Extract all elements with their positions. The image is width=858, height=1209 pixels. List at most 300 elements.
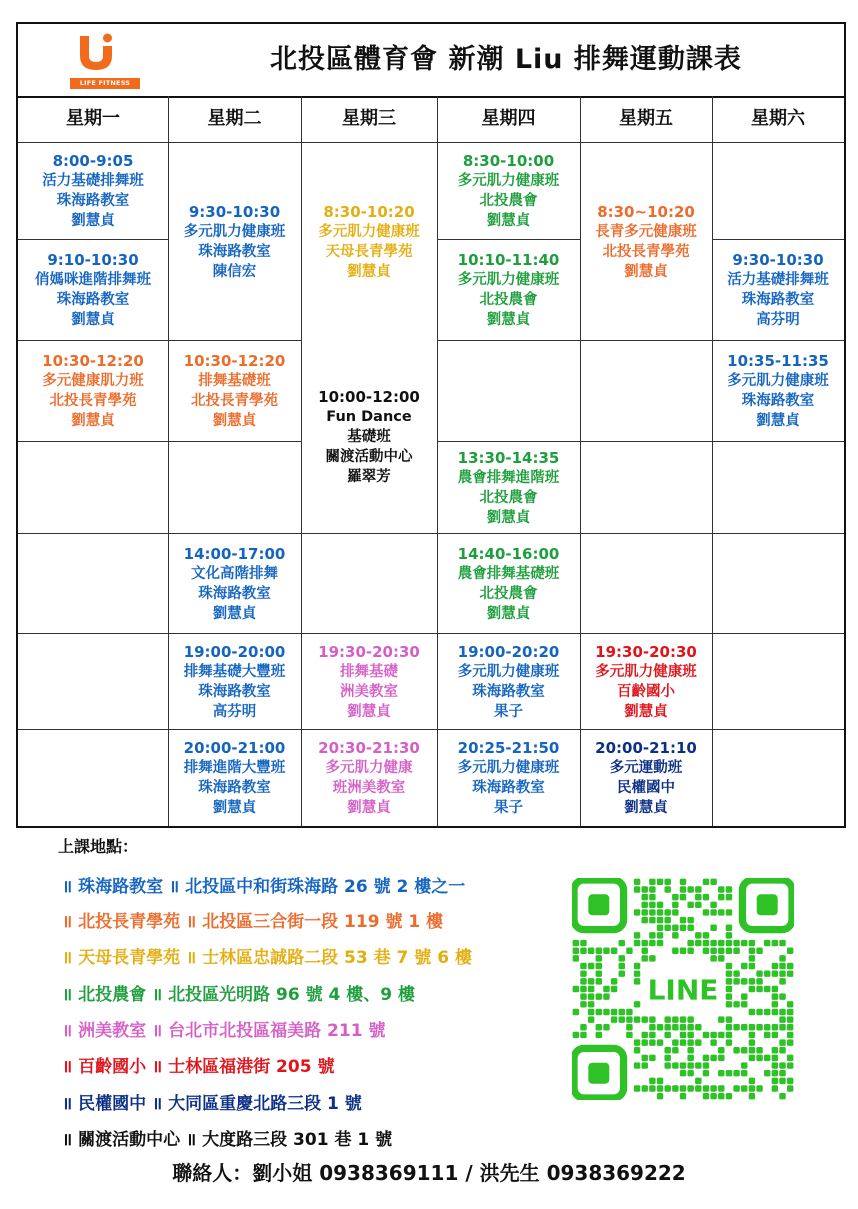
qr-module (680, 1032, 686, 1038)
class-detail: 排舞基礎大豐班 (183, 663, 286, 680)
qr-module (772, 1055, 778, 1061)
qr-module (741, 1070, 747, 1076)
qr-module (634, 1016, 640, 1022)
qr-module (664, 1016, 670, 1022)
class-detail: 珠海路教室 (472, 683, 545, 700)
qr-module (649, 955, 655, 961)
qr-module (580, 993, 586, 999)
qr-module (657, 940, 663, 946)
day-header-thu: 星期四 (481, 108, 536, 129)
qr-module (726, 1070, 732, 1076)
qr-module (779, 1047, 785, 1053)
qr-module (573, 947, 579, 953)
qr-module (641, 917, 647, 923)
qr-module (649, 1039, 655, 1045)
class-time: 9:10-10:30 (47, 251, 139, 269)
qr-module (672, 1047, 678, 1053)
qr-module (718, 1016, 724, 1022)
class-cell (18, 143, 168, 239)
qr-module (603, 1009, 609, 1015)
qr-module (672, 1024, 678, 1030)
qr-module (580, 978, 586, 984)
qr-module (779, 978, 785, 984)
qr-module (787, 1016, 793, 1022)
class-detail: 劉慧貞 (212, 800, 257, 816)
qr-finder-inner (588, 894, 609, 915)
class-time: 8:30~10:20 (597, 202, 695, 221)
qr-module (726, 886, 732, 892)
qr-module (619, 1016, 625, 1022)
class-detail: 劉慧貞 (71, 413, 115, 429)
qr-module (772, 993, 778, 999)
class-cell (168, 730, 301, 826)
qr-module (649, 1085, 655, 1091)
qr-module (580, 940, 586, 946)
qr-module (687, 1062, 693, 1068)
qr-module (657, 925, 663, 931)
qr-module (756, 947, 762, 953)
qr-module (680, 1085, 686, 1091)
qr-module (718, 1032, 724, 1038)
qr-module (619, 963, 625, 969)
class-detail: 多元肌力健康班 (457, 663, 560, 680)
qr-module (672, 925, 678, 931)
class-detail: 劉慧貞 (624, 800, 668, 816)
qr-module (626, 1009, 632, 1015)
qr-module (588, 993, 594, 999)
qr-module (687, 1070, 693, 1076)
class-detail: 劉慧貞 (347, 263, 391, 280)
qr-module (756, 1047, 762, 1053)
qr-module (741, 1024, 747, 1030)
class-detail: 珠海路教室 (198, 243, 271, 260)
qr-module (603, 993, 609, 999)
qr-module (787, 963, 793, 969)
qr-module (726, 925, 732, 931)
qr-module (756, 1055, 762, 1061)
qr-module (641, 894, 647, 900)
qr-module (588, 1016, 594, 1022)
class-detail: 多元肌力健康班 (183, 223, 286, 240)
qr-module (703, 1055, 709, 1061)
qr-module (787, 1055, 793, 1061)
qr-module (649, 894, 655, 900)
class-detail: 文化高階排舞 (191, 565, 278, 582)
qr-module (641, 1016, 647, 1022)
qr-module (680, 947, 686, 953)
qr-module (787, 1032, 793, 1038)
qr-module (772, 1032, 778, 1038)
class-time: 19:30-20:30 (318, 642, 420, 661)
qr-module (649, 932, 655, 938)
qr-module (657, 1078, 663, 1084)
qr-module (779, 1024, 785, 1030)
class-detail: 珠海路教室 (741, 292, 815, 308)
qr-module (710, 940, 716, 946)
qr-module (772, 1001, 778, 1007)
qr-module (573, 940, 579, 946)
class-time: 19:00-20:00 (183, 642, 286, 661)
qr-module (772, 1070, 778, 1076)
qr-module (664, 879, 670, 885)
class-cell (580, 634, 712, 729)
qr-module (603, 947, 609, 953)
qr-module (703, 1070, 709, 1076)
qr-module (787, 947, 793, 953)
class-detail: 農會排舞進階班 (457, 469, 560, 486)
class-cell (301, 634, 437, 729)
qr-module (772, 1024, 778, 1030)
class-detail: 多元健康肌力班 (42, 373, 144, 389)
qr-module (649, 1032, 655, 1038)
qr-module (726, 1032, 732, 1038)
qr-module (657, 1024, 663, 1030)
qr-module (664, 1032, 670, 1038)
qr-module (611, 986, 617, 992)
qr-module (588, 986, 594, 992)
qr-module (672, 932, 678, 938)
line-qr-code-icon[interactable] (572, 878, 794, 1100)
qr-module (749, 955, 755, 961)
class-detail: 珠海路教室 (198, 683, 271, 700)
class-detail: 關渡活動中心 (325, 449, 413, 465)
qr-module (687, 902, 693, 908)
qr-module (680, 1093, 686, 1099)
class-detail: 陳信宏 (212, 263, 257, 280)
qr-module (764, 1009, 770, 1015)
qr-module (596, 947, 602, 953)
day-header-fri: 星期五 (619, 108, 673, 129)
qr-module (680, 1070, 686, 1076)
qr-module (680, 879, 686, 885)
qr-module (726, 1024, 732, 1030)
qr-module (611, 1016, 617, 1022)
qr-module (634, 886, 640, 892)
qr-module (718, 1085, 724, 1091)
qr-module (672, 1062, 678, 1068)
qr-module (664, 1047, 670, 1053)
qr-module (588, 1009, 594, 1015)
class-time: 9:30-10:30 (188, 202, 281, 221)
qr-module (580, 1032, 586, 1038)
qr-module (772, 970, 778, 976)
qr-module (741, 978, 747, 984)
qr-module (726, 940, 732, 946)
qr-module (687, 886, 693, 892)
class-detail: 北投長青學苑 (602, 243, 690, 260)
qr-module (634, 932, 640, 938)
qr-module (634, 1039, 640, 1045)
qr-module (718, 1070, 724, 1076)
qr-module (573, 955, 579, 961)
qr-module (703, 1093, 709, 1099)
class-detail: 多元肌力健康班 (727, 373, 829, 389)
qr-module (641, 947, 647, 953)
qr-module (596, 970, 602, 976)
qr-module (619, 1009, 625, 1015)
qr-module (741, 1001, 747, 1007)
qr-module (634, 1085, 640, 1091)
qr-module (733, 947, 739, 953)
qr-module (756, 1024, 762, 1030)
class-detail: 多元肌力健康班 (318, 223, 420, 240)
qr-module (756, 978, 762, 984)
qr-module (611, 947, 617, 953)
qr-module (634, 970, 640, 976)
class-detail: Fun Dance (326, 409, 412, 425)
qr-module (710, 1039, 716, 1045)
qr-module (710, 1093, 716, 1099)
day-header-tue: 星期二 (207, 108, 262, 129)
class-detail: 排舞進階大豐班 (183, 760, 286, 776)
qr-module (664, 1024, 670, 1030)
qr-module (726, 993, 732, 999)
qr-module (779, 1062, 785, 1068)
qr-module (626, 1016, 632, 1022)
class-detail: 排舞基礎 (340, 663, 398, 680)
qr-module (741, 1062, 747, 1068)
qr-module (695, 1085, 701, 1091)
class-detail: 珠海路教室 (198, 780, 271, 796)
qr-module (596, 993, 602, 999)
class-cell (437, 534, 580, 633)
qr-module (687, 917, 693, 923)
qr-module (695, 886, 701, 892)
qr-module (680, 1039, 686, 1045)
qr-module (779, 1009, 785, 1015)
qr-module (641, 909, 647, 915)
class-detail: 劉慧貞 (212, 413, 257, 429)
qr-module (718, 1055, 724, 1061)
class-detail: 俏媽咪進階排舞班 (35, 272, 151, 288)
location-item: ॥ 百齡國小 ॥ 士林區福港街 205 號 (62, 1057, 335, 1077)
qr-module (634, 978, 640, 984)
qr-module (756, 1085, 762, 1091)
class-detail: 高芬明 (212, 703, 257, 720)
qr-module (726, 970, 732, 976)
class-detail: 劉慧貞 (486, 509, 531, 526)
qr-module (641, 1062, 647, 1068)
qr-module (672, 947, 678, 953)
qr-module (641, 940, 647, 946)
qr-module (634, 879, 640, 885)
class-cell (168, 341, 301, 441)
class-cell (168, 634, 301, 729)
qr-module (703, 1062, 709, 1068)
class-detail: 劉慧貞 (212, 605, 257, 622)
qr-module (695, 940, 701, 946)
class-detail: 多元運動班 (609, 760, 683, 776)
location-item: ॥ 珠海路教室 ॥ 北投區中和街珠海路 26 號 2 樓之一 (62, 877, 466, 897)
qr-module (733, 1047, 739, 1053)
qr-module (649, 909, 655, 915)
qr-module (703, 940, 709, 946)
qr-module (764, 1055, 770, 1061)
class-detail: 珠海路教室 (56, 292, 130, 308)
location-item: ॥ 洲美教室 ॥ 台北市北投區福美路 211 號 (62, 1021, 386, 1041)
class-detail: 北投農會 (479, 292, 538, 308)
qr-module (787, 1062, 793, 1068)
location-item: ॥ 民權國中 ॥ 大同區重慶北路三段 1 號 (62, 1094, 362, 1114)
qr-module (710, 955, 716, 961)
qr-module (687, 940, 693, 946)
class-detail: 洲美教室 (340, 683, 398, 700)
qr-module (710, 1032, 716, 1038)
qr-module (580, 963, 586, 969)
qr-module (787, 1085, 793, 1091)
qr-module (703, 947, 709, 953)
qr-module (749, 1078, 755, 1084)
qr-module (672, 1016, 678, 1022)
qr-module (657, 879, 663, 885)
day-header-mon: 星期一 (66, 108, 120, 129)
class-detail: 班洲美教室 (332, 780, 406, 796)
qr-module (779, 963, 785, 969)
class-cell (437, 240, 580, 340)
qr-module (649, 886, 655, 892)
qr-module (726, 909, 732, 915)
qr-module (772, 1009, 778, 1015)
qr-module (787, 1009, 793, 1015)
qr-module (718, 1093, 724, 1099)
qr-module (680, 886, 686, 892)
qr-module (756, 986, 762, 992)
qr-module (710, 909, 716, 915)
qr-module (764, 970, 770, 976)
qr-module (657, 1093, 663, 1099)
class-detail: 北投長青學苑 (191, 393, 278, 409)
qr-module (741, 940, 747, 946)
class-detail: 基礎班 (347, 429, 391, 445)
qr-module (733, 970, 739, 976)
qr-module (603, 986, 609, 992)
qr-module (756, 970, 762, 976)
qr-module (741, 993, 747, 999)
qr-module (588, 963, 594, 969)
qr-module (626, 1032, 632, 1038)
qr-module (733, 1001, 739, 1007)
class-detail: 果子 (494, 800, 523, 816)
qr-module (710, 902, 716, 908)
class-time: 10:35-11:35 (727, 352, 829, 370)
qr-module (703, 879, 709, 885)
qr-module (672, 902, 678, 908)
class-detail: 劉慧貞 (347, 703, 391, 720)
qr-module (695, 902, 701, 908)
class-detail: 劉慧貞 (71, 213, 115, 229)
qr-module (718, 1047, 724, 1053)
class-cell (712, 240, 844, 340)
class-detail: 珠海路教室 (56, 193, 130, 209)
qr-module (695, 1078, 701, 1084)
qr-module (726, 1001, 732, 1007)
qr-module (772, 1047, 778, 1053)
header (18, 24, 844, 98)
class-detail: 多元肌力健康班 (457, 173, 560, 189)
location-item: ॥ 北投農會 ॥ 北投區光明路 96 號 4 樓、9 樓 (62, 985, 416, 1005)
qr-module (641, 955, 647, 961)
class-cell (437, 634, 580, 729)
qr-module (726, 1016, 732, 1022)
qr-module (634, 1062, 640, 1068)
qr-module (779, 970, 785, 976)
qr-module (726, 947, 732, 953)
class-time: 14:00-17:00 (183, 544, 286, 563)
qr-module (687, 1024, 693, 1030)
class-detail: 天母長青學苑 (325, 243, 413, 260)
qr-module (573, 1009, 579, 1015)
qr-module (703, 894, 709, 900)
qr-module (726, 978, 732, 984)
qr-module (657, 917, 663, 923)
class-detail: 多元肌力健康班 (595, 663, 697, 680)
qr-module (733, 940, 739, 946)
class-detail: 珠海路教室 (198, 585, 271, 602)
grid-hline (18, 441, 301, 442)
class-detail: 長青多元健康班 (595, 223, 697, 240)
qr-module (779, 1093, 785, 1099)
class-detail: 民權國中 (617, 780, 675, 796)
qr-module (596, 955, 602, 961)
qr-module (657, 1039, 663, 1045)
qr-module (749, 1093, 755, 1099)
qr-module (695, 932, 701, 938)
class-cell (437, 730, 580, 826)
class-detail: 北投農會 (479, 489, 538, 506)
class-detail: 排舞基礎班 (198, 373, 271, 389)
class-detail: 劉慧貞 (486, 312, 531, 328)
qr-module (641, 1055, 647, 1061)
class-time: 9:30-10:30 (732, 251, 824, 269)
qr-module (649, 902, 655, 908)
qr-module (710, 879, 716, 885)
qr-module (733, 1024, 739, 1030)
qr-module (749, 978, 755, 984)
location-item: ॥ 天母長青學苑 ॥ 士林區忠誠路二段 53 巷 7 號 6 樓 (62, 948, 472, 968)
qr-module (687, 1047, 693, 1053)
class-cell (168, 143, 301, 340)
qr-module (634, 1047, 640, 1053)
qr-module (749, 1024, 755, 1030)
qr-module (772, 940, 778, 946)
qr-module (764, 1070, 770, 1076)
qr-module (787, 1039, 793, 1045)
qr-module (664, 886, 670, 892)
schedule-grid (18, 96, 844, 826)
qr-module (641, 1085, 647, 1091)
qr-module (680, 1062, 686, 1068)
class-detail: 劉慧貞 (486, 213, 531, 229)
class-detail: 劉慧貞 (486, 605, 531, 622)
class-time: 20:00-21:00 (183, 739, 286, 757)
class-cell (580, 730, 712, 826)
qr-module (749, 1047, 755, 1053)
qr-module (703, 1032, 709, 1038)
qr-module (641, 1032, 647, 1038)
qr-module (619, 970, 625, 976)
qr-module (718, 886, 724, 892)
qr-module (603, 1024, 609, 1030)
qr-module (695, 894, 701, 900)
class-detail: 珠海路教室 (741, 393, 815, 409)
class-time: 19:30-20:30 (595, 642, 697, 661)
qr-module (596, 963, 602, 969)
qr-module (756, 1009, 762, 1015)
class-time: 8:30-10:20 (323, 202, 415, 221)
qr-module (664, 1062, 670, 1068)
qr-module (687, 1016, 693, 1022)
qr-module (573, 986, 579, 992)
